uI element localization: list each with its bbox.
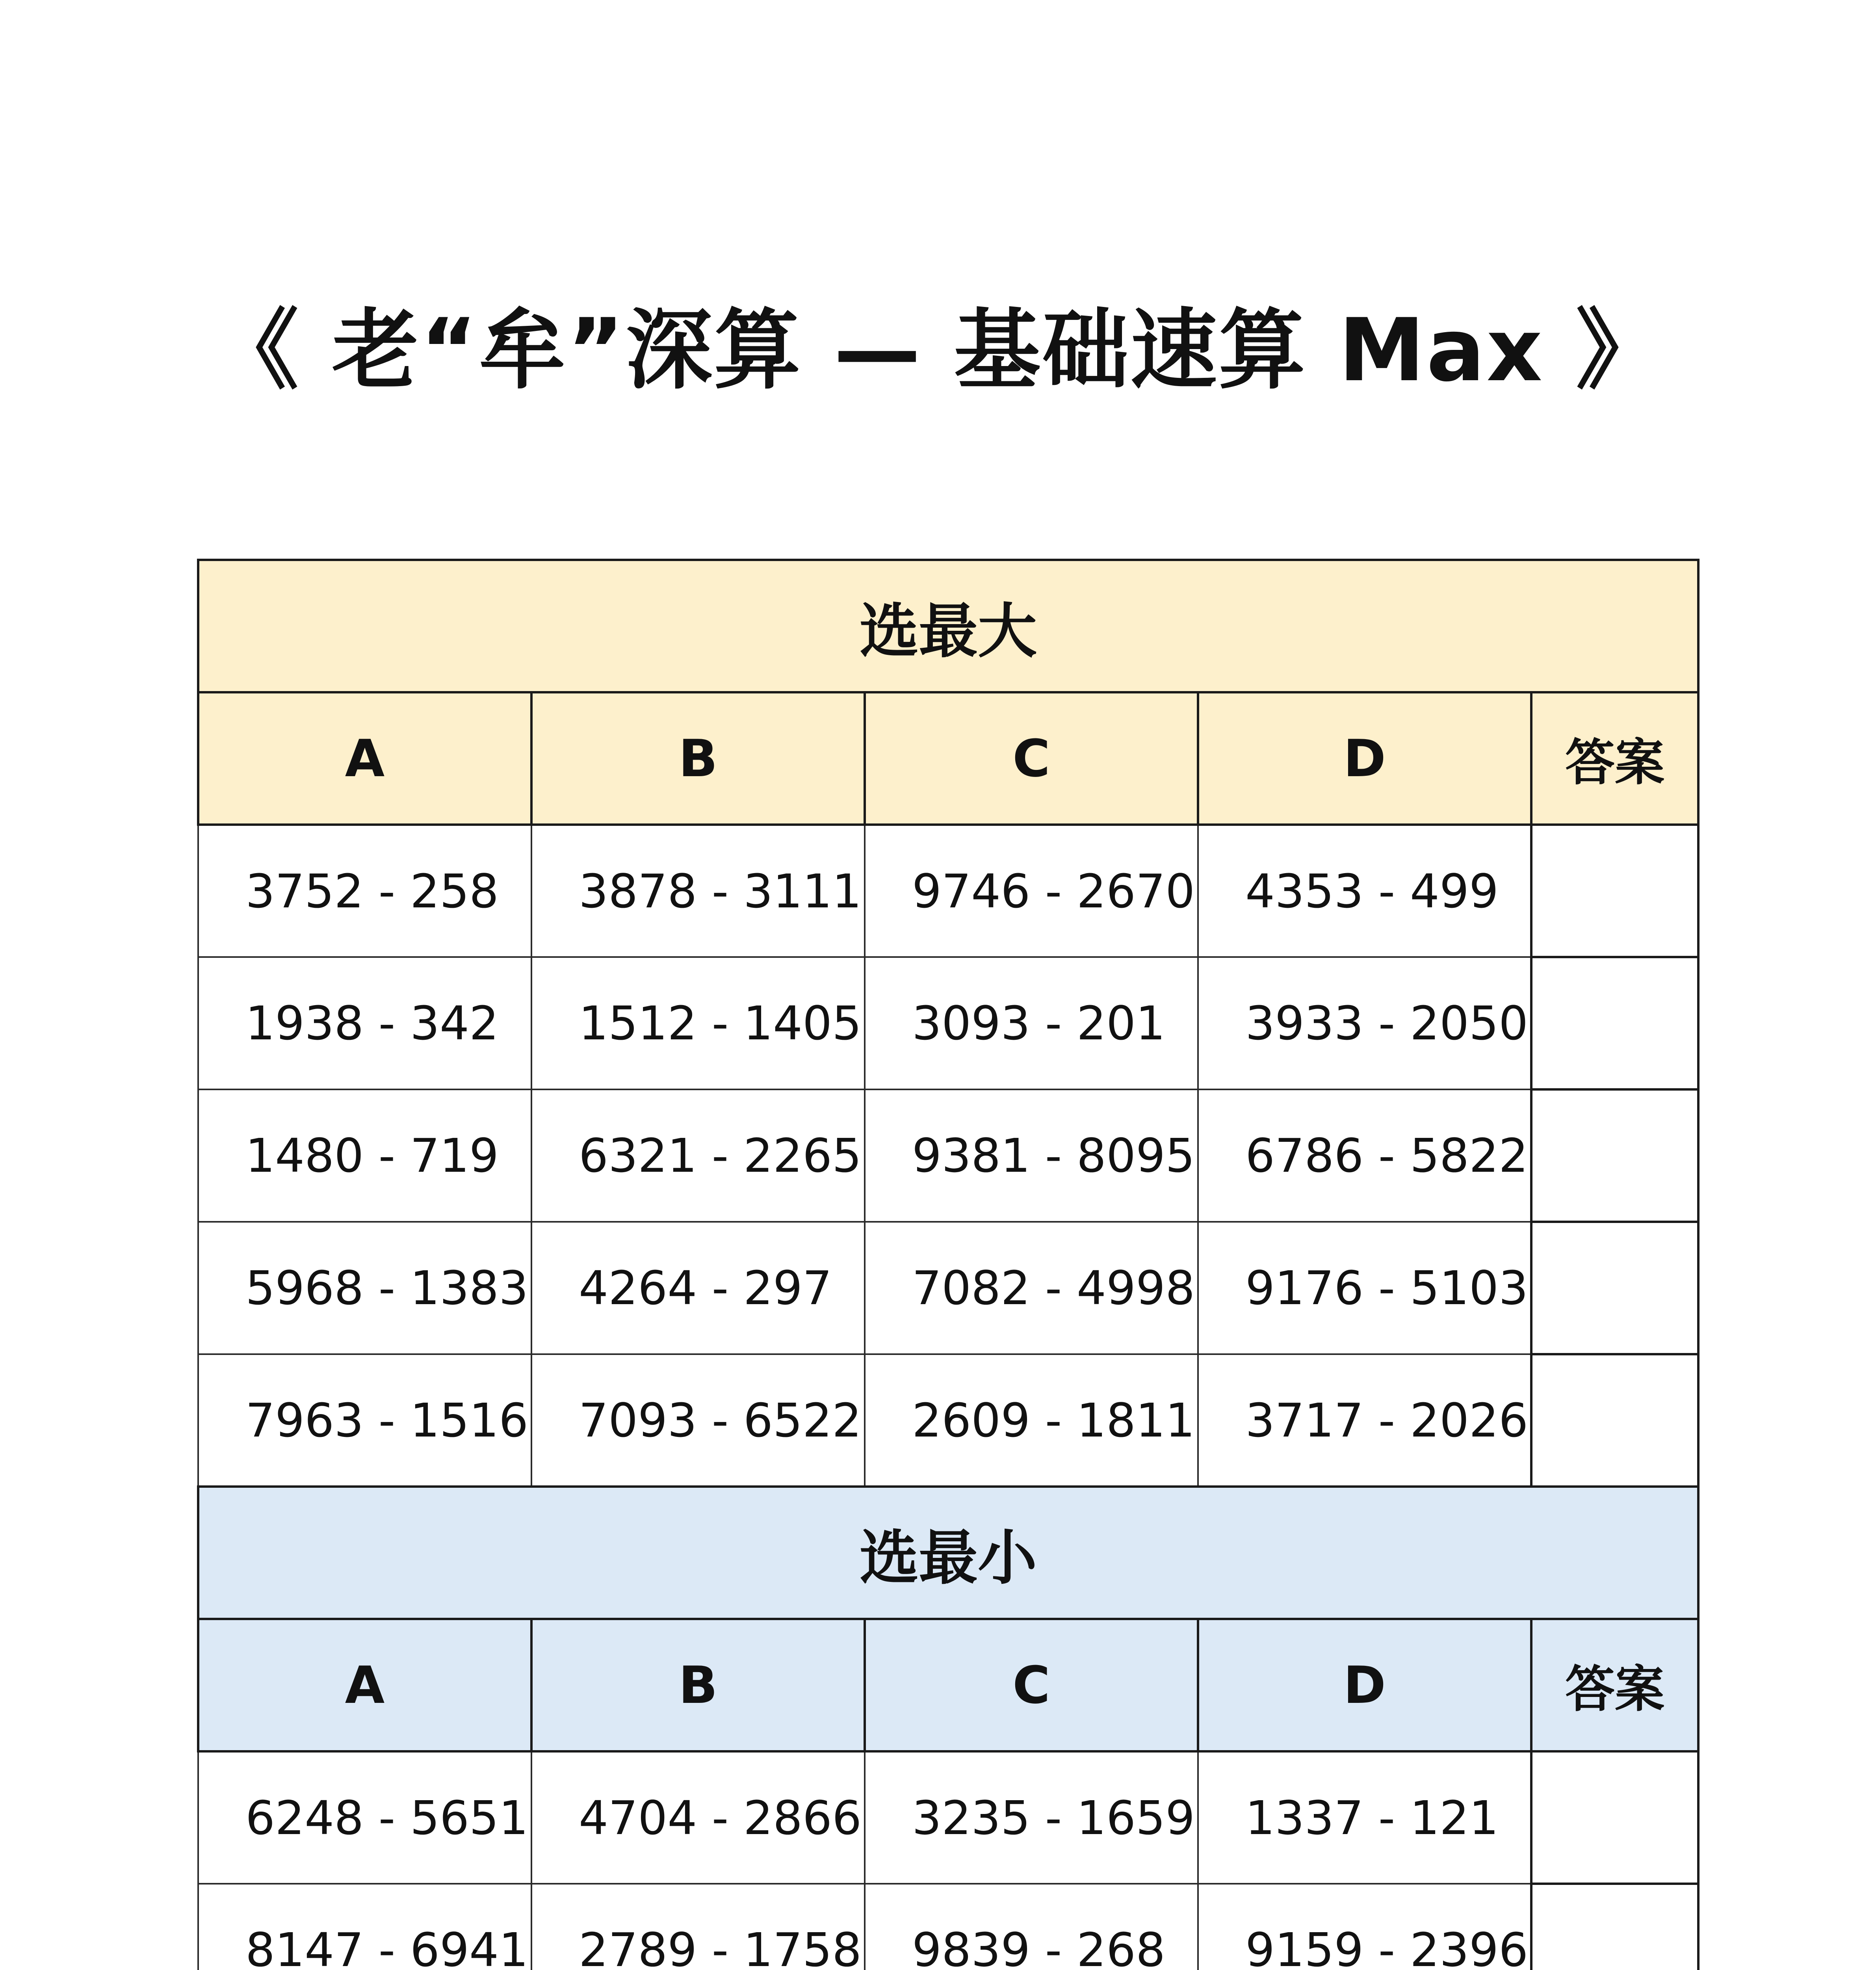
- answer-cell[interactable]: [1531, 1222, 1698, 1354]
- column-header-a: A: [198, 692, 531, 825]
- expression-cell: 9159 - 2396: [1198, 1884, 1531, 1970]
- table-row: [198, 1222, 1698, 1354]
- expression-cell: 3933 - 2050: [1198, 957, 1531, 1089]
- expression-cell: 4264 - 297: [531, 1222, 865, 1354]
- table-row: [198, 1884, 1698, 1970]
- expression-cell: 9381 - 8095: [865, 1089, 1198, 1222]
- expression-cell: 1512 - 1405: [531, 957, 865, 1089]
- column-header-c: C: [865, 1619, 1198, 1751]
- expression-cell: 6786 - 5822: [1198, 1089, 1531, 1222]
- answer-cell[interactable]: [1531, 1354, 1698, 1487]
- expression-cell: 7963 - 1516: [198, 1354, 531, 1487]
- expression-cell: 2789 - 1758: [531, 1884, 865, 1970]
- section-title-max: 选最大: [198, 560, 1698, 692]
- column-header-answer: 答案: [1531, 692, 1698, 825]
- answer-cell[interactable]: [1531, 1089, 1698, 1222]
- expression-cell: 1938 - 342: [198, 957, 531, 1089]
- column-header-b: B: [531, 1619, 865, 1751]
- table-row: [198, 825, 1698, 957]
- table-row: [198, 957, 1698, 1089]
- expression-cell: 9746 - 2670: [865, 825, 1198, 957]
- page-title: 《 老“牟”深算 — 基础速算 Max 》: [212, 300, 1664, 401]
- expression-cell: 9839 - 268: [865, 1884, 1198, 1970]
- section-title-min: 选最小: [198, 1487, 1698, 1619]
- table-row: [198, 1751, 1698, 1884]
- answer-cell[interactable]: [1531, 1751, 1698, 1884]
- section-max: [198, 560, 1698, 1487]
- answer-cell[interactable]: [1531, 825, 1698, 957]
- answer-cell[interactable]: [1531, 1884, 1698, 1970]
- expression-cell: 3235 - 1659: [865, 1751, 1198, 1884]
- column-header-d: D: [1198, 692, 1531, 825]
- expression-cell: 5968 - 1383: [198, 1222, 531, 1354]
- expression-cell: 1480 - 719: [198, 1089, 531, 1222]
- expression-cell: 6321 - 2265: [531, 1089, 865, 1222]
- table-row: [198, 1354, 1698, 1487]
- expression-cell: 2609 - 1811: [865, 1354, 1198, 1487]
- expression-cell: 3717 - 2026: [1198, 1354, 1531, 1487]
- expression-cell: 3093 - 201: [865, 957, 1198, 1089]
- column-header-b: B: [531, 692, 865, 825]
- expression-cell: 7093 - 6522: [531, 1354, 865, 1487]
- answer-cell[interactable]: [1531, 957, 1698, 1089]
- expression-cell: 6248 - 5651: [198, 1751, 531, 1884]
- table-row: [198, 1089, 1698, 1222]
- expression-cell: 4704 - 2866: [531, 1751, 865, 1884]
- expression-cell: 3878 - 3111: [531, 825, 865, 957]
- expression-cell: 8147 - 6941: [198, 1884, 531, 1970]
- column-header-a: A: [198, 1619, 531, 1751]
- section-min: [198, 1487, 1698, 1970]
- column-header-answer: 答案: [1531, 1619, 1698, 1751]
- column-header-d: D: [1198, 1619, 1531, 1751]
- expression-cell: 7082 - 4998: [865, 1222, 1198, 1354]
- column-header-c: C: [865, 692, 1198, 825]
- expression-cell: 3752 - 258: [198, 825, 531, 957]
- expression-cell: 4353 - 499: [1198, 825, 1531, 957]
- expression-cell: 1337 - 121: [1198, 1751, 1531, 1884]
- expression-cell: 9176 - 5103: [1198, 1222, 1531, 1354]
- worksheet-table: [197, 559, 1700, 1970]
